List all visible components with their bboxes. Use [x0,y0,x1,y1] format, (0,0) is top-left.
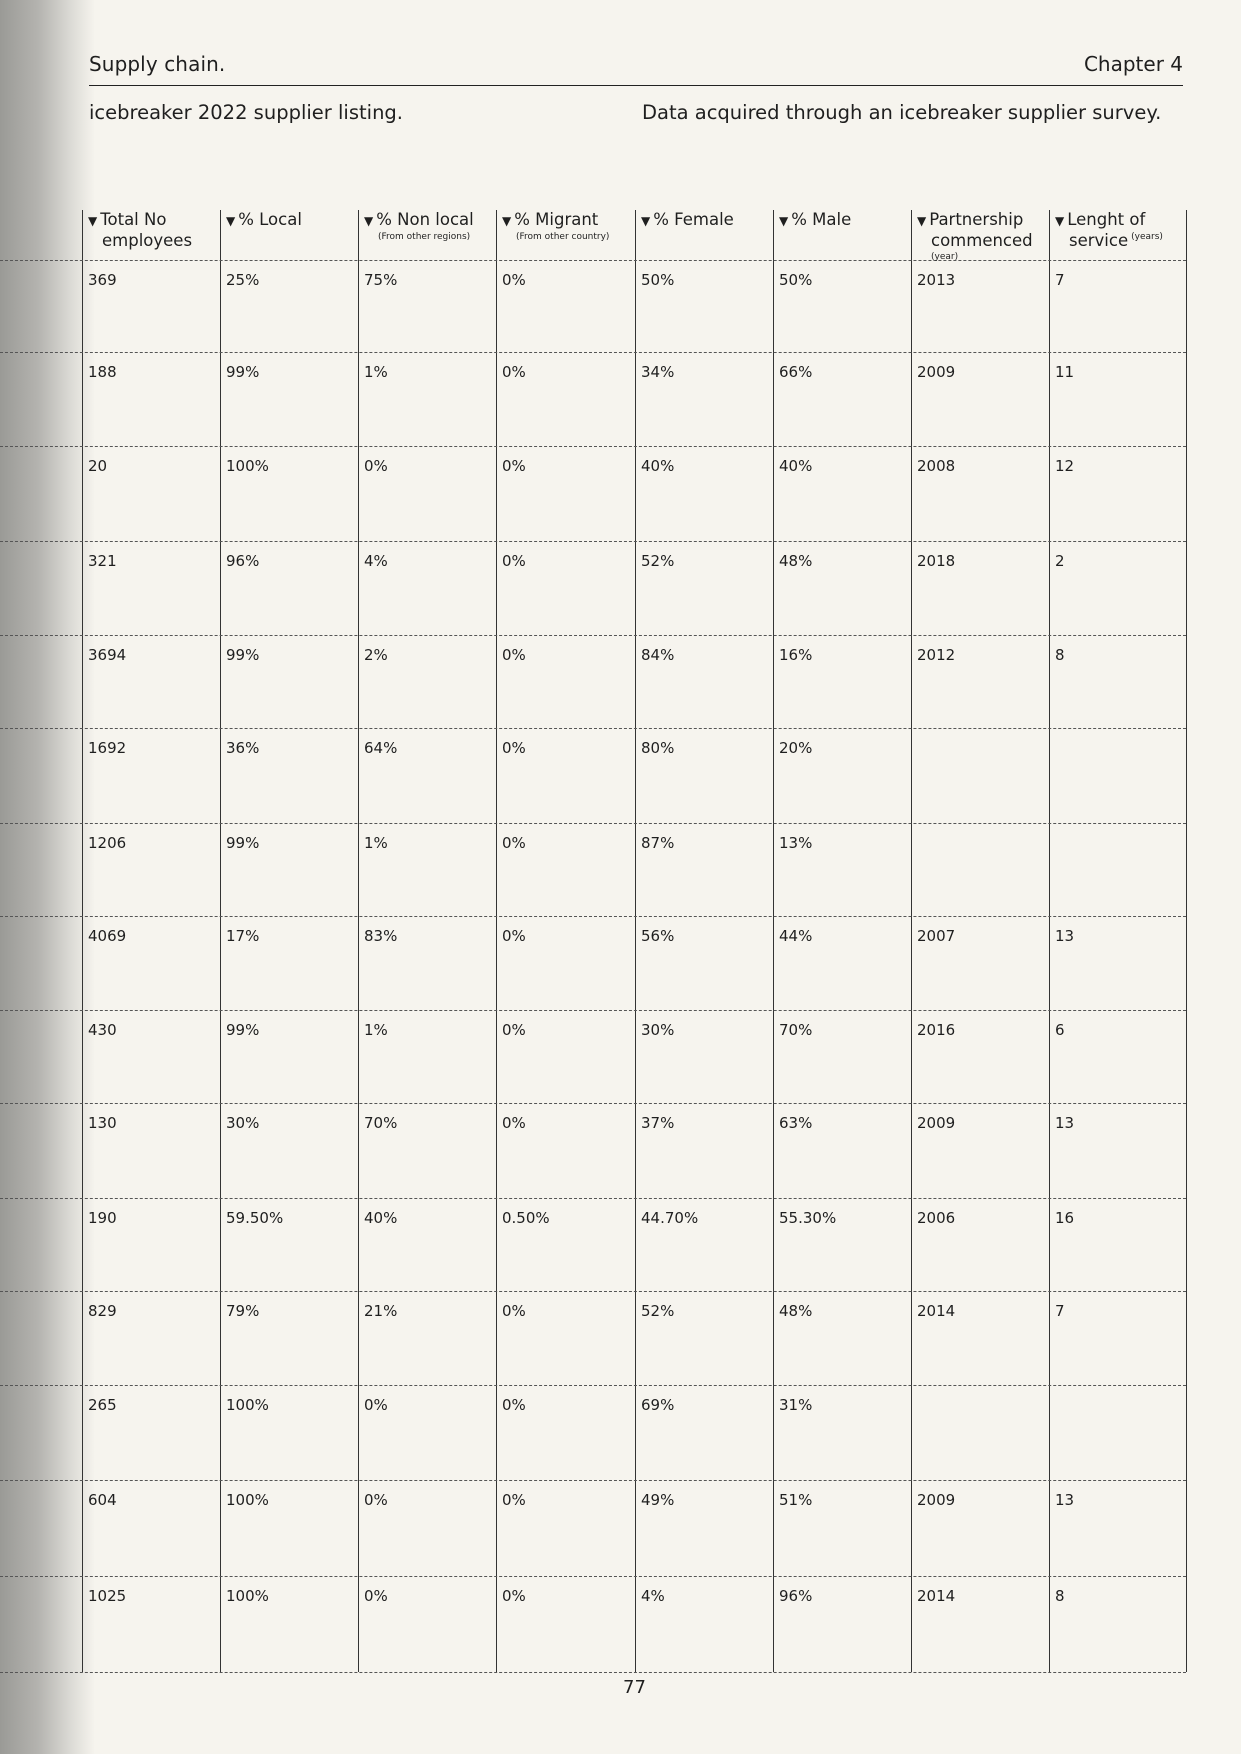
column-header-label-line2: employees [102,231,193,250]
column-header-note: (year) [931,252,959,262]
column-header-label-line2: service $^{(years)}$ [1069,231,1163,250]
table-cell: 100% [226,1587,269,1605]
table-cell: 66% [779,363,813,381]
table-cell: 20% [779,739,813,757]
table-cell: 83% [364,927,398,945]
row-divider [0,1480,1186,1481]
sort-triangle-icon: ▼ [641,214,651,228]
row-divider [0,1385,1186,1386]
table-cell: 3694 [88,646,127,664]
column-rule [496,210,497,1672]
row-divider [0,1103,1186,1104]
column-header-non-local [364,210,492,243]
table-cell: 2 [1055,552,1065,570]
row-divider [0,1198,1186,1199]
table-cell: 2% [364,646,388,664]
column-rule [82,210,83,1672]
table-cell: 0% [364,1587,388,1605]
sort-triangle-icon: ▼ [364,214,374,228]
row-divider [0,823,1186,824]
table-cell: 13 [1055,927,1075,945]
table-cell: 56% [641,927,675,945]
table-cell: 369 [88,271,117,289]
table-cell: 0% [502,1114,526,1132]
column-rule [220,210,221,1672]
column-header-label: % Male [791,210,852,229]
column-header-note: (From other regions) [378,232,471,242]
table-cell: 0% [502,457,526,475]
table-cell: 11 [1055,363,1075,381]
column-rule [1186,210,1187,1672]
table-cell: 430 [88,1021,117,1039]
column-header-local [226,210,354,231]
column-header-label: % Non local [376,210,474,229]
table-cell: 100% [226,457,269,475]
section-title: Supply chain. [89,52,226,76]
table-cell: 44% [779,927,813,945]
table-cell: 7 [1055,271,1065,289]
table-cell: 0% [364,1396,388,1414]
sort-triangle-icon: ▼ [502,214,512,228]
table-cell: 2012 [917,646,956,664]
table-cell: 84% [641,646,675,664]
table-cell: 100% [226,1396,269,1414]
column-header-note: (From other country) [516,232,610,242]
table-cell: 190 [88,1209,117,1227]
table-cell: 96% [779,1587,813,1605]
column-header-label: Lenght of [1067,210,1146,229]
table-cell: 52% [641,552,675,570]
table-cell: 64% [364,739,398,757]
table-cell: 0% [364,457,388,475]
table-cell: 0% [502,646,526,664]
table-cell: 2009 [917,1114,956,1132]
row-divider [0,1291,1186,1292]
column-header-label: Partnership [929,210,1024,229]
table-cell: 0.50% [502,1209,550,1227]
data-source-note: Data acquired through an icebreaker supplier survey. [642,101,1162,124]
supplier-table [0,210,1241,1672]
table-cell: 2008 [917,457,956,475]
table-cell: 2016 [917,1021,956,1039]
table-cell: 4069 [88,927,127,945]
table-cell: 829 [88,1302,117,1320]
table-cell: 75% [364,271,398,289]
table-cell: 99% [226,834,260,852]
table-cell: 1% [364,363,388,381]
table-cell: 21% [364,1302,398,1320]
table-cell: 55.30% [779,1209,837,1227]
table-cell: 31% [779,1396,813,1414]
table-cell: 0% [502,927,526,945]
table-cell: 0% [502,739,526,757]
table-cell: 63% [779,1114,813,1132]
table-cell: 1206 [88,834,127,852]
table-cell: 6 [1055,1021,1065,1039]
table-cell: 604 [88,1491,117,1509]
table-cell: 0% [364,1491,388,1509]
table-cell: 8 [1055,1587,1065,1605]
table-cell: 1% [364,1021,388,1039]
table-cell: 0% [502,271,526,289]
column-rule [635,210,636,1672]
table-cell: 50% [779,271,813,289]
table-cell: 2014 [917,1587,956,1605]
table-cell: 2018 [917,552,956,570]
table-cell: 87% [641,834,675,852]
table-cell: 2006 [917,1209,956,1227]
table-cell: 30% [641,1021,675,1039]
row-divider [0,1576,1186,1577]
table-cell: 79% [226,1302,260,1320]
row-divider [0,1010,1186,1011]
table-cell: 2009 [917,1491,956,1509]
table-cell: 99% [226,363,260,381]
sort-triangle-icon: ▼ [1055,214,1065,228]
table-cell: 1692 [88,739,127,757]
column-header-note: (years) [1131,232,1163,242]
page-number: 77 [623,1677,646,1698]
table-cell: 0% [502,1302,526,1320]
sort-triangle-icon: ▼ [88,214,98,228]
table-cell: 99% [226,646,260,664]
column-header-label: % Female [653,210,734,229]
table-cell: 0% [502,834,526,852]
row-divider [0,728,1186,729]
table-cell: 265 [88,1396,117,1414]
row-divider [0,1672,1186,1673]
column-header-partnership [917,210,1045,263]
column-header-female [641,210,769,231]
column-header-label-line2: commenced [931,231,1033,250]
table-cell: 34% [641,363,675,381]
row-divider [0,541,1186,542]
table-cell: 130 [88,1114,117,1132]
table-title: icebreaker 2022 supplier listing. [89,101,403,124]
column-rule [911,210,912,1672]
column-header-label: Total No [100,210,167,229]
sort-triangle-icon: ▼ [226,214,236,228]
table-cell: 48% [779,552,813,570]
running-header [89,52,1183,86]
table-cell: 37% [641,1114,675,1132]
row-divider [0,635,1186,636]
column-rule [773,210,774,1672]
table-cell: 16 [1055,1209,1075,1227]
table-cell: 17% [226,927,260,945]
row-divider [0,446,1186,447]
column-rule [358,210,359,1672]
table-cell: 4% [364,552,388,570]
table-cell: 0% [502,552,526,570]
column-header-label: % Local [238,210,302,229]
table-cell: 80% [641,739,675,757]
table-cell: 4% [641,1587,665,1605]
table-cell: 40% [779,457,813,475]
table-cell: 51% [779,1491,813,1509]
table-cell: 0% [502,1491,526,1509]
table-cell: 12 [1055,457,1075,475]
table-cell: 50% [641,271,675,289]
table-cell: 13 [1055,1114,1075,1132]
table-cell: 70% [364,1114,398,1132]
column-header-migrant [502,210,630,243]
table-cell: 70% [779,1021,813,1039]
table-cell: 49% [641,1491,675,1509]
table-cell: 2014 [917,1302,956,1320]
table-cell: 99% [226,1021,260,1039]
column-rule [1049,210,1050,1672]
table-cell: 321 [88,552,117,570]
table-cell: 0% [502,1021,526,1039]
table-cell: 36% [226,739,260,757]
sort-triangle-icon: ▼ [779,214,789,228]
table-cell: 69% [641,1396,675,1414]
row-divider [0,916,1186,917]
table-cell: 40% [364,1209,398,1227]
table-cell: 48% [779,1302,813,1320]
table-cell: 2009 [917,363,956,381]
table-cell: 96% [226,552,260,570]
row-divider [0,352,1186,353]
table-cell: 2007 [917,927,956,945]
table-cell: 40% [641,457,675,475]
table-cell: 13 [1055,1491,1075,1509]
table-cell: 52% [641,1302,675,1320]
table-cell: 25% [226,271,260,289]
column-header-male [779,210,907,231]
sort-triangle-icon: ▼ [917,214,927,228]
table-cell: 8 [1055,646,1065,664]
table-cell: 16% [779,646,813,664]
column-header-lenght-of [1055,210,1183,251]
table-cell: 0% [502,1396,526,1414]
table-cell: 188 [88,363,117,381]
table-cell: 30% [226,1114,260,1132]
table-cell: 13% [779,834,813,852]
table-cell: 7 [1055,1302,1065,1320]
table-cell: 2013 [917,271,956,289]
table-cell: 0% [502,1587,526,1605]
table-cell: 20 [88,457,108,475]
table-cell: 59.50% [226,1209,284,1227]
table-cell: 1025 [88,1587,127,1605]
table-cell: 100% [226,1491,269,1509]
column-header-total-no [88,210,216,251]
column-header-label: % Migrant [514,210,599,229]
chapter-label: Chapter 4 [1083,52,1183,76]
table-cell: 44.70% [641,1209,699,1227]
table-cell: 0% [502,363,526,381]
table-cell: 1% [364,834,388,852]
